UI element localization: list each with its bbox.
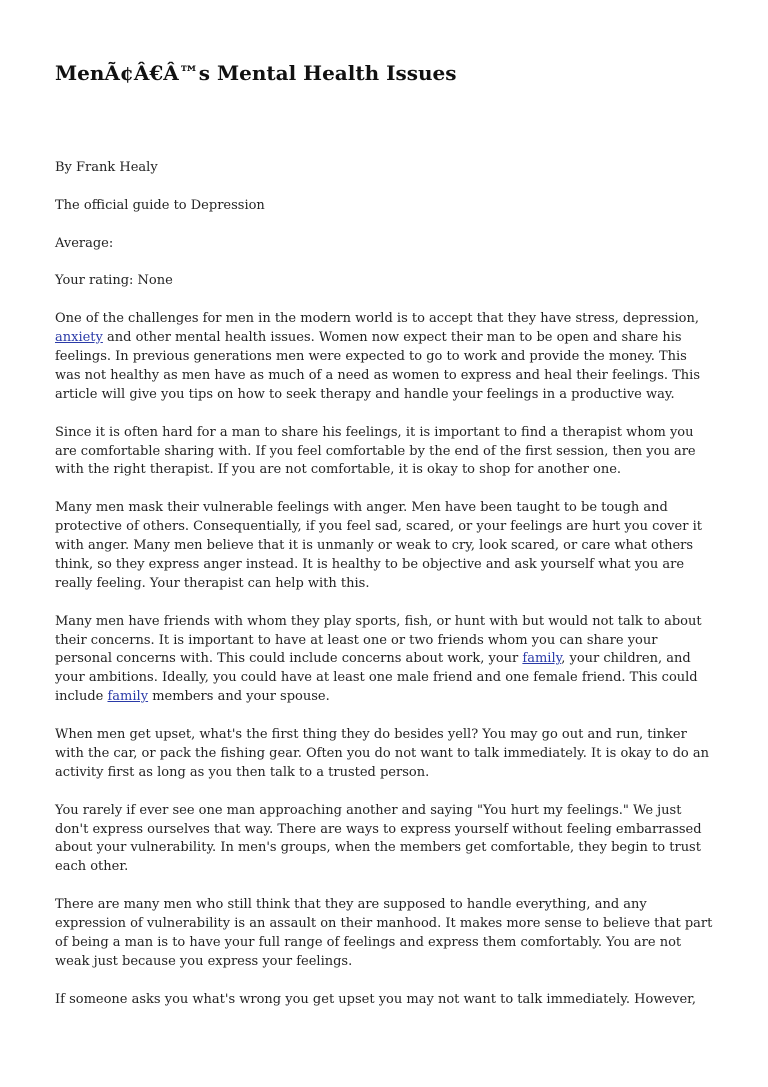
paragraph-3: Many men mask their vulnerable feelings with anger. Men have been taught to be tough and protective of others. Consequentially, if you feel sad, scared, or your feelings are hurt you cover it with anger. Many men believe that it is unmanly or weak to cry, look scared, or care what others think, so they express anger instead. It is healthy to be objective and ask yourself what you are really feeling. Your therapist can help with this. (55, 500, 702, 591)
paragraph-1-text-b: and other mental health issues. Women now expect their man to be open and share his feelings. In previous generations men were expected to go to work and provide the money. This was not healthy as men have as much of a need as women to express and heal their feelings. This article will give you tips on how to seek therapy and handle your feelings in a productive way. (55, 330, 701, 402)
paragraph-1 (55, 310, 715, 405)
paragraph-4-text-b: , your children, and your ambitions. Ideally, you could have at least one male friend and one female friend. This could include (55, 651, 698, 705)
paragraph-4-text-a: Many men have friends with whom they play sports, fish, or hunt with but would not talk to about their concerns. It is important to have at least one or two friends whom you can share your personal concerns with. This could include concerns about work, your (55, 613, 702, 667)
average-label: Average: (55, 235, 114, 251)
paragraph-5: When men get upset, what's the first thing they do besides yell? You may go out and run, tinker with the car, or pack the fishing gear. Often you do not want to talk immediately. It is okay to do an activity first as long as you then talk to a trusted person. (55, 727, 709, 780)
family-link[interactable]: family (522, 651, 562, 667)
paragraph-8: If someone asks you what's wrong you get upset you may not want to talk immediately. However, (55, 991, 697, 1007)
page-title: MenÃ¢Â€Â™s Mental Health Issues (55, 61, 457, 85)
paragraph-2: Since it is often hard for a man to share his feelings, it is important to find a therapist whom you are comfortable sharing with. If you feel comfortable by the end of the first session, then you are with the right therapist. If you are not comfortable, it is okay to shop for another one. (55, 424, 696, 478)
paragraph-4 (55, 613, 715, 708)
article-body (55, 159, 715, 1029)
paragraph-7: There are many men who still think that they are supposed to handle everything, and any expression of vulnerability is an assault on their manhood. It makes more sense to believe that part of being a man is to have your full range of feelings and express them comfortably. You are not weak just because you express your feelings. (55, 897, 713, 969)
paragraph-1-text-a: One of the challenges for men in the modern world is to accept that they have stress, depression, (55, 311, 699, 327)
anxiety-link[interactable]: anxiety (55, 330, 103, 346)
rating-label: Your rating: None (55, 273, 173, 289)
guide-line: The official guide to Depression (55, 197, 265, 213)
paragraph-6: You rarely if ever see one man approaching another and saying "You hurt my feelings." We just don't express ourselves that way. There are ways to express yourself without feeling embarrassed about your vulnerability. In men's groups, when the members get comfortable, they begin to trust each other. (55, 802, 702, 875)
byline: By Frank Healy (55, 160, 158, 175)
paragraph-4-text-c: members and your spouse. (148, 689, 330, 705)
family-link-2[interactable]: family (107, 689, 149, 705)
